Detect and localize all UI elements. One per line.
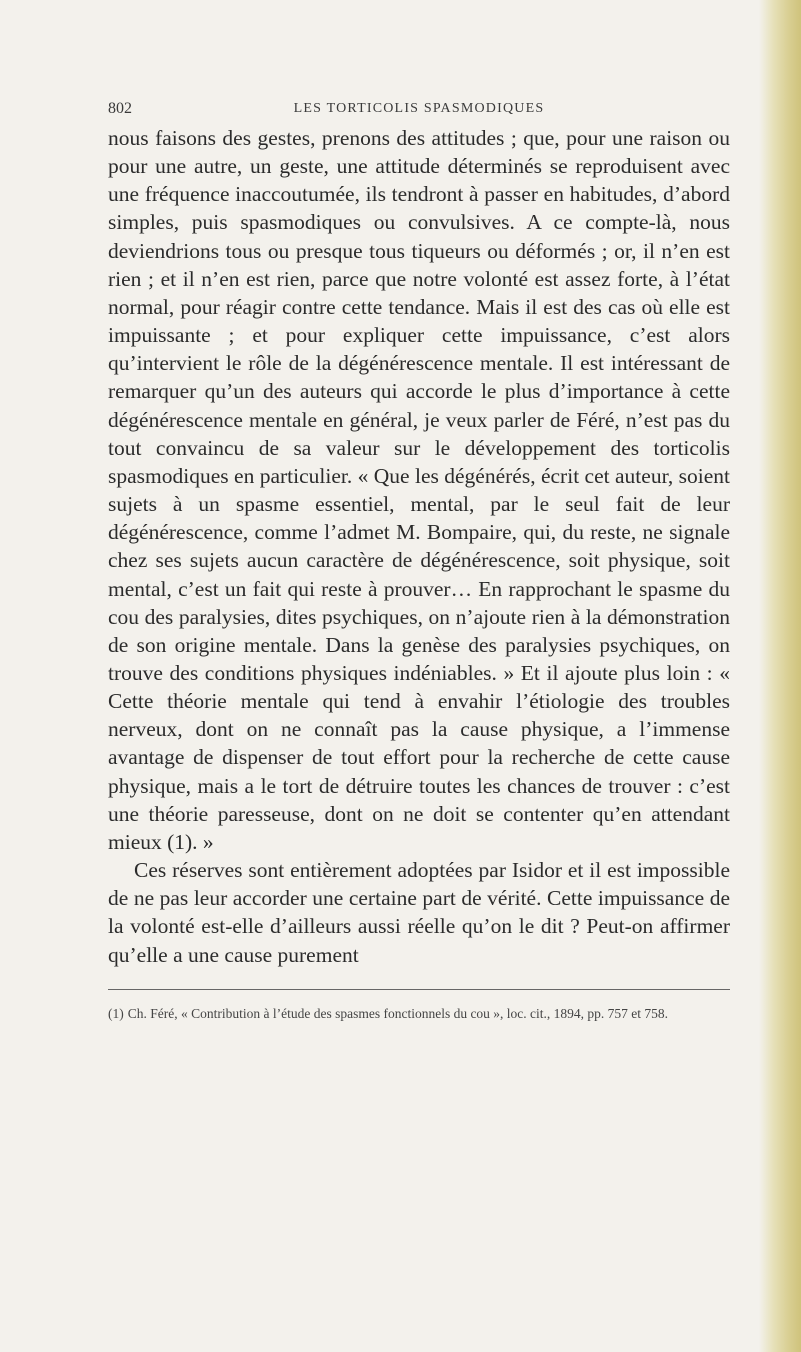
paragraph-1: nous faisons des gestes, prenons des attitudes ; que, pour une raison ou pour une autre, un geste, une attitude déterminés se reproduisent avec une fréquence inaccoutumée, ils tendront à passer en habitudes, d’abord simples, puis spasmodiques ou convulsives. A ce compte-là, nous deviendrions tous ou presque tous tiqueurs ou déformés ; or, il n’en est rien ; et il n’en est rien, parce que notre volonté est assez forte, à l’état normal, pour réagir contre cette tendance. Mais il est des cas où elle est impuissante ; et pour expliquer cette impuissance, c’est alors qu’intervient le rôle de la dégénérescence mentale. Il est intéressant de remarquer qu’un des auteurs qui accorde le plus d’importance à cette dégénérescence mentale en général, je veux parler de Féré, n’est pas du tout convaincu de sa valeur sur le développement des torticolis spasmodiques en particulier. « Que les dégénérés, écrit cet auteur, soient sujets à un spasme essentiel, mental, par le seul fait de leur dégénérescence, comme l’admet M. Bompaire, qui, du reste, ne signale chez ses sujets aucun caractère de dégénérescence, soit physique, soit mental, c’est un fait qui reste à prouver… En rapprochant le spasme du cou des paralysies, dites psychiques, on n’ajoute rien à la démonstration de son origine mentale. Dans la genèse des paralysies psychiques, on trouve des conditions physiques indéniables. » Et il ajoute plus loin : « Cette théorie mentale qui tend à envahir l’étiologie des troubles nerveux, dont on ne connaît pas la cause physique, a l’immense avantage de dispenser de tout effort pour la recherche de cette cause physique, mais a le tort de détruire toutes les chances de trouver : c’est une théorie paresseuse, dont on ne doit se contenter qu’en attendant mieux (1). »	[108, 126, 730, 854]
paragraph-2: Ces réserves sont entièrement adoptées par Isidor et il est impossible de ne pas leur accorder une certaine part de vérité. Cette impuissance de la volonté est-elle d’ailleurs aussi réelle qu’on le dit ? Peut-on affirmer qu’elle a une cause purement	[108, 858, 730, 967]
footnote-divider	[108, 989, 730, 990]
body-text	[108, 124, 730, 969]
footnote-mark: (1)	[108, 1005, 124, 1021]
running-head	[108, 100, 730, 122]
page-edge-shadow	[759, 0, 801, 1352]
running-head-title: LES TORTICOLIS SPASMODIQUES	[293, 101, 545, 116]
page-number: 802	[108, 100, 132, 117]
book-page	[108, 100, 730, 1023]
footnote-text: Ch. Féré, « Contribution à l’étude des spasmes fonctionnels du cou », loc. cit., 1894, pp. 757 et 758.	[127, 1005, 669, 1021]
footnote	[108, 1004, 730, 1023]
